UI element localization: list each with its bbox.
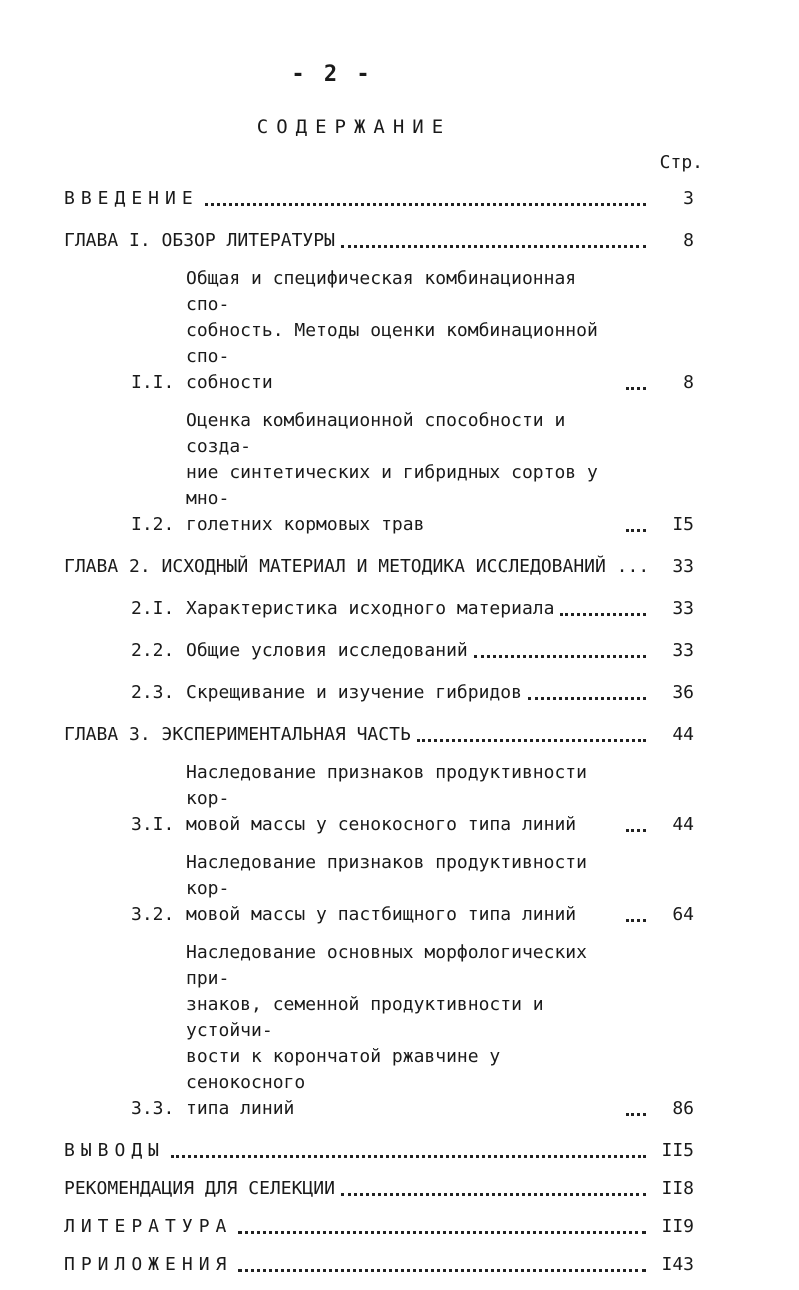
dot-leader — [474, 655, 646, 658]
toc-entry-section-1-1 — [64, 266, 694, 396]
toc-entry-label: ПРИЛОЖЕНИЯ — [64, 1254, 233, 1275]
table-of-contents — [64, 186, 694, 1290]
toc-entry-section-3-2 — [64, 850, 694, 928]
toc-entry-page: 44 — [672, 814, 694, 835]
toc-entry-page: 3 — [683, 188, 694, 209]
toc-section-number: I.I. — [131, 372, 175, 393]
toc-entry-label: Скрещивание и изучение гибридов — [186, 682, 522, 703]
dot-leader — [417, 739, 646, 742]
toc-entry-section-3-3 — [64, 940, 694, 1122]
toc-entry-conclusions — [64, 1138, 694, 1164]
toc-entry-chapter-1 — [64, 228, 694, 254]
toc-entry-section-2-1 — [64, 596, 694, 622]
toc-section-number: 2.2. — [131, 640, 175, 661]
toc-entry-section-2-2 — [64, 638, 694, 664]
dot-leader — [341, 1193, 646, 1196]
dot-leader — [528, 697, 646, 700]
toc-entry-label: РЕКОМЕНДАЦИЯ ДЛЯ СЕЛЕКЦИИ — [64, 1178, 335, 1199]
toc-entry-section-3-1 — [64, 760, 694, 838]
toc-section-number: 2.3. — [131, 682, 175, 703]
toc-section-number: 3.2. — [131, 904, 175, 925]
page-column-header: Стр. — [659, 152, 703, 173]
dot-leader — [238, 1231, 646, 1234]
toc-entry-page: 36 — [672, 682, 694, 703]
toc-entry-page: I43 — [661, 1254, 694, 1275]
toc-entry-chapter-2 — [64, 554, 694, 580]
toc-section-number: 3.I. — [131, 814, 175, 835]
toc-entry-label: ГЛАВА I. ОБЗОР ЛИТЕРАТУРЫ — [64, 230, 335, 251]
toc-entry-label: ГЛАВА 2. ИСХОДНЫЙ МАТЕРИАЛ И МЕТОДИКА ИССЛЕДОВАНИЙ ... — [64, 556, 650, 577]
dot-leader — [560, 613, 646, 616]
toc-entry-page: 8 — [683, 372, 694, 393]
toc-entry-page: II5 — [661, 1140, 694, 1161]
toc-entry-section-1-2 — [64, 408, 694, 538]
toc-entry-page: 8 — [683, 230, 694, 251]
toc-entry-literature — [64, 1214, 694, 1240]
toc-entry-label: Общие условия исследований — [186, 640, 468, 661]
toc-entry-page: 64 — [672, 904, 694, 925]
toc-entry-label: Характеристика исходного материала — [186, 598, 555, 619]
page-title: СОДЕРЖАНИЕ — [256, 116, 452, 138]
dot-leader — [238, 1269, 646, 1272]
dot-leader — [171, 1155, 646, 1158]
toc-entry-page: 44 — [672, 724, 694, 745]
toc-entry-label: Оценка комбинационной способности и созда- ние синтетических и гибридных сортов у мно- голетних кормовых трав — [186, 410, 598, 535]
toc-entry-page: 86 — [672, 1098, 694, 1119]
dot-leader — [626, 919, 646, 922]
toc-entry-page: II9 — [661, 1216, 694, 1237]
toc-entry-label: ВВЕДЕНИЕ — [64, 188, 199, 209]
dot-leader — [341, 245, 646, 248]
toc-entry-page: 33 — [672, 640, 694, 661]
toc-entry-chapter-3 — [64, 722, 694, 748]
dot-leader — [626, 387, 646, 390]
toc-entry-label: Наследование признаков продуктивности кор- мовой массы у пастбищного типа линий — [186, 852, 587, 925]
toc-entry-page: 33 — [672, 556, 694, 577]
toc-entry-label: Наследование основных морфологических при- знаков, семенной продуктивности и устойчи- вости к корончатой ржавчине у сенокосного типа линий — [186, 942, 587, 1119]
toc-entry-label: ГЛАВА 3. ЭКСПЕРИМЕНТАЛЬНАЯ ЧАСТЬ — [64, 724, 411, 745]
toc-section-number: 3.3. — [131, 1098, 175, 1119]
toc-entry-label: ЛИТЕРАТУРА — [64, 1216, 233, 1237]
toc-entry-label: ВЫВОДЫ — [64, 1140, 166, 1161]
toc-entry-label: Наследование признаков продуктивности кор- мовой массы у сенокосного типа линий — [186, 762, 587, 835]
toc-section-number: 2.I. — [131, 598, 175, 619]
toc-entry-appendices — [64, 1252, 694, 1278]
toc-entry-page: II8 — [661, 1178, 694, 1199]
toc-entry-section-2-3 — [64, 680, 694, 706]
page-number: - 2 - — [291, 62, 373, 87]
dot-leader — [626, 1113, 646, 1116]
toc-entry-recommendations — [64, 1176, 694, 1202]
dot-leader — [626, 529, 646, 532]
toc-entry-introduction — [64, 186, 694, 212]
dot-leader — [626, 829, 646, 832]
toc-entry-page: I5 — [672, 514, 694, 535]
toc-entry-page: 33 — [672, 598, 694, 619]
toc-entry-label: Общая и специфическая комбинационная спо- собность. Методы оценки комбинационной спо- собности — [186, 268, 598, 393]
toc-section-number: I.2. — [131, 514, 175, 535]
dot-leader — [205, 203, 646, 206]
